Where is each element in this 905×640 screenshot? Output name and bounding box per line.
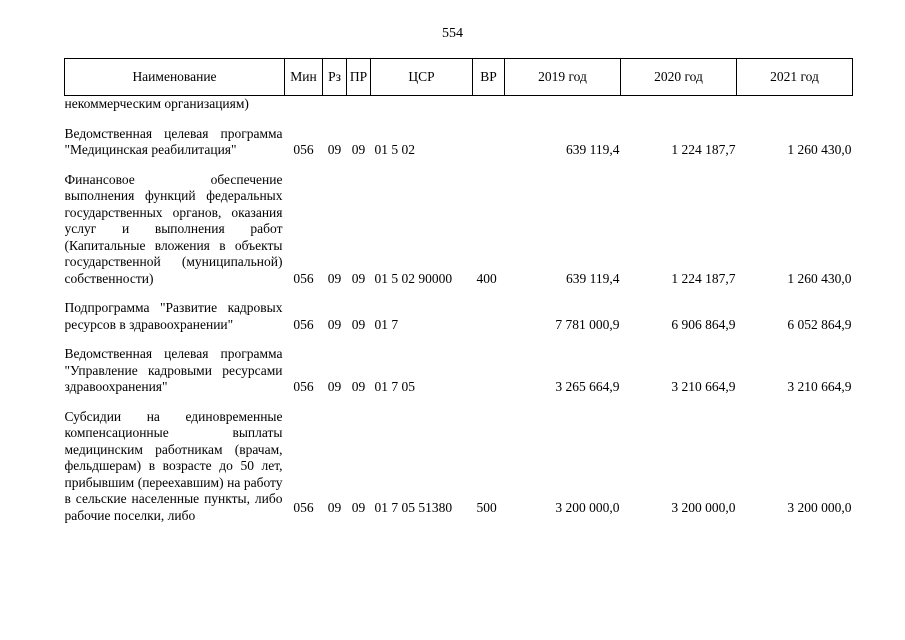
header-name: Наименование [65,59,285,96]
table-row [65,409,853,534]
table-row-continuation [65,96,853,113]
row-2021: 1 260 430,0 [787,270,852,286]
row-pr: 09 [351,316,366,332]
row-2020: 6 906 864,9 [671,316,736,332]
row-2019: 639 119,4 [566,142,620,157]
row-name: Ведомственная целевая программа "Медицинская реабилитация" [64,125,283,157]
row-pr: 09 [351,142,366,157]
row-name: Ведомственная целевая программа "Управление кадровыми ресурсами здравоохранения" [64,346,283,394]
row-min: 056 [293,142,314,157]
row-name: Субсидии на единовременные компенсационные выплаты медицинским работникам (врачам, фельдшерам) в возрасте до 50 лет, прибывшим (переехавшим) на работу в сельские населенные пункты, либо рабочие поселки, либо [64,408,283,523]
row-name: Финансовое обеспечение выполнения функций федеральных государственных органов, оказания услуг и выполнения работ (Капитальные вложения в объекты государственной (муниципальной) собственности) [64,171,283,286]
header-pr: ПР [347,59,371,96]
budget-table [64,58,853,534]
row-2020: 3 200 000,0 [671,500,736,515]
header-vr: ВР [473,59,505,96]
row-rz: 09 [327,500,342,515]
row-csr: 01 7 05 [374,379,415,394]
row-2020: 1 224 187,7 [671,270,736,286]
row-pr: 09 [351,379,366,394]
row-2019: 3 200 000,0 [555,500,620,515]
row-2021: 3 210 664,9 [787,379,852,394]
row-2019: 7 781 000,9 [555,316,620,332]
row-min: 056 [293,270,314,286]
header-rz: Рз [323,59,347,96]
row-vr: 500 [476,500,497,515]
row-vr [473,346,505,396]
row-csr: 01 5 02 90000 [374,270,453,286]
row-2019: 3 265 664,9 [555,379,620,394]
header-min: Мин [285,59,323,96]
row-name: Подпрограмма "Развитие кадровых ресурсов в здравоохранении" [64,300,283,332]
row-rz: 09 [327,316,342,332]
row-csr: 01 7 05 51380 [374,500,453,515]
row-vr [473,300,505,333]
row-2020: 3 210 664,9 [671,379,736,394]
row-min: 056 [293,316,314,332]
header-csr: ЦСР [371,59,473,96]
row-vr: 400 [476,270,497,286]
row-min: 056 [293,500,314,515]
row-min: 056 [293,379,314,394]
row-2019: 639 119,4 [566,270,620,286]
row-rz: 09 [327,142,342,157]
row-csr: 01 5 02 [374,142,415,157]
table-row [65,172,853,288]
header-2021: 2021 год [737,59,853,96]
table-row [65,346,853,396]
row-2021: 3 200 000,0 [787,500,852,515]
row-2020: 1 224 187,7 [671,142,736,157]
table-header-row [65,59,853,96]
row-2021: 1 260 430,0 [787,142,852,157]
row-rz: 09 [327,379,342,394]
row-pr: 09 [351,270,366,286]
table-row [65,300,853,333]
row-rz: 09 [327,270,342,286]
row-pr: 09 [351,500,366,515]
header-2019: 2019 год [505,59,621,96]
row-vr [473,126,505,159]
row-2021: 6 052 864,9 [787,316,852,332]
header-2020: 2020 год [621,59,737,96]
table-row [65,126,853,159]
continuation-text: некоммерческим организациям) [64,96,249,111]
row-csr: 01 7 [374,316,399,332]
page-number: 554 [442,26,463,41]
